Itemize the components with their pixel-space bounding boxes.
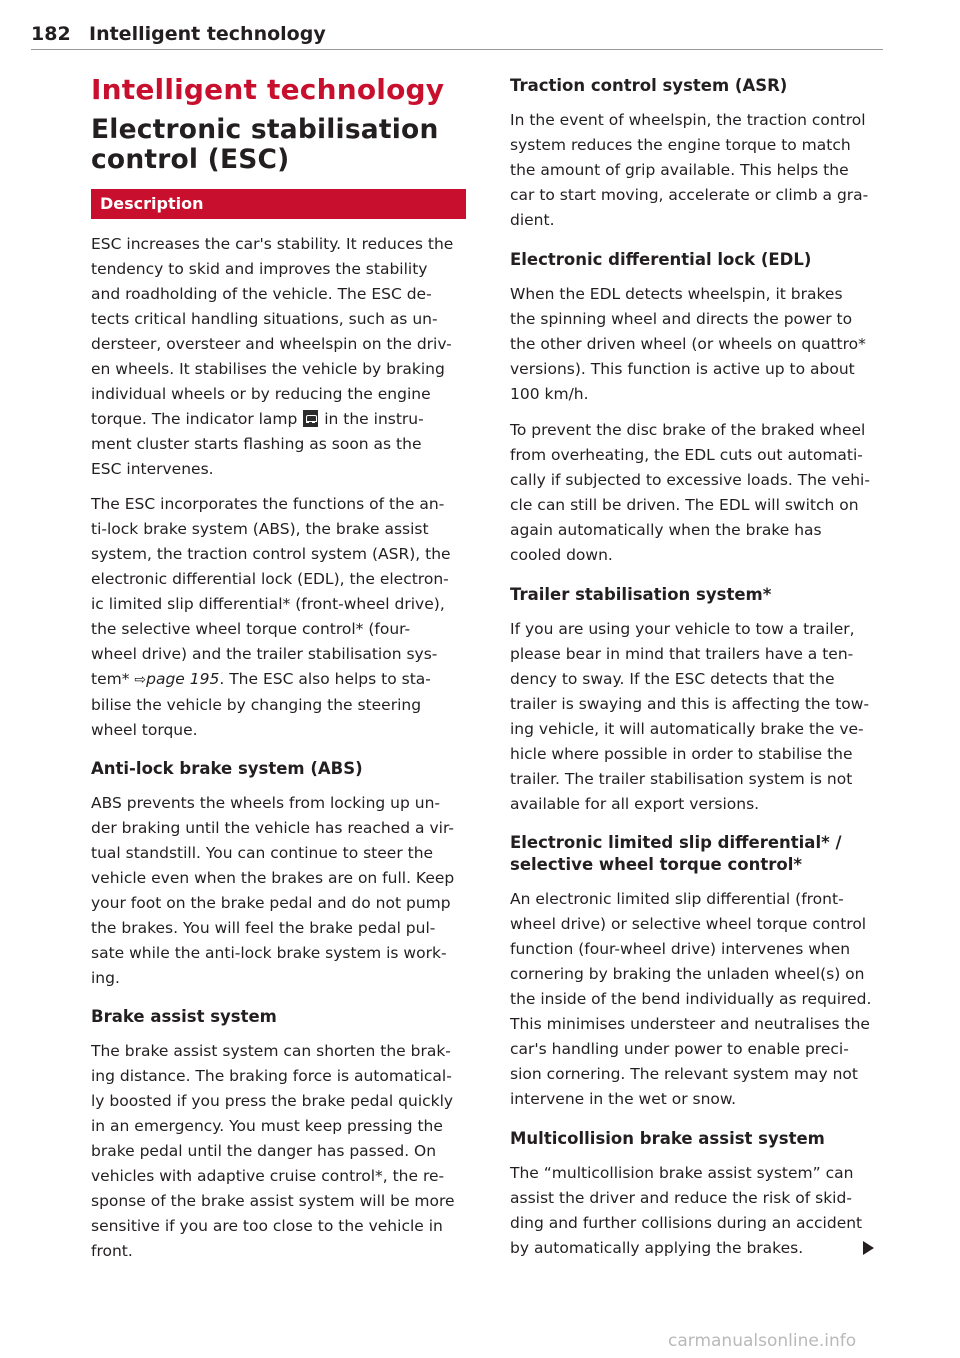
text-line: The ESC incorporates the functions of the an- bbox=[91, 495, 445, 513]
text-line bbox=[91, 667, 451, 693]
text-line: ing. bbox=[91, 969, 120, 987]
text-line: en wheels. It stabilises the vehicle by braking bbox=[91, 360, 445, 378]
text-line: the amount of grip available. This helps the bbox=[510, 161, 849, 179]
text-line: The “multicollision brake assist system” can bbox=[510, 1164, 854, 1182]
text-line: car's handling under power to enable preci- bbox=[510, 1040, 849, 1058]
text-line: front. bbox=[91, 1242, 133, 1260]
text-line: available for all export versions. bbox=[510, 795, 760, 813]
asr-paragraph bbox=[510, 108, 868, 233]
text-line bbox=[91, 407, 453, 432]
text-line: from overheating, the EDL cuts out automati- bbox=[510, 446, 863, 464]
running-header-title: Intelligent technology bbox=[89, 23, 326, 45]
heading-line: selective wheel torque control* bbox=[510, 855, 803, 874]
page-number: 182 bbox=[31, 23, 71, 45]
text-line: sponse of the brake assist system will be more bbox=[91, 1192, 455, 1210]
asr-heading: Traction control system (ASR) bbox=[510, 76, 788, 95]
text-line: the spinning wheel and directs the power to bbox=[510, 310, 853, 328]
text-fragment: in the instru- bbox=[319, 410, 424, 428]
text-line: and roadholding of the vehicle. The ESC de- bbox=[91, 285, 432, 303]
text-line: wheel torque. bbox=[91, 721, 198, 739]
text-fragment: . The ESC also helps to sta- bbox=[219, 670, 431, 688]
trailer-stabilisation-heading: Trailer stabilisation system* bbox=[510, 585, 772, 604]
text-line: To prevent the disc brake of the braked wheel bbox=[510, 421, 866, 439]
trailer-stabilisation-paragraph bbox=[510, 617, 869, 817]
text-line: ding and further collisions during an accident bbox=[510, 1214, 863, 1232]
text-line: hicle where possible in order to stabilise the bbox=[510, 745, 853, 763]
edl-paragraph-2 bbox=[510, 418, 870, 568]
text-line: sion cornering. The relevant system may not bbox=[510, 1065, 858, 1083]
text-fragment: torque. The indicator lamp bbox=[91, 410, 303, 428]
text-line: electronic differential lock (EDL), the electron- bbox=[91, 570, 449, 588]
limited-slip-heading bbox=[510, 832, 842, 876]
text-fragment: tem* bbox=[91, 670, 135, 688]
multicollision-paragraph bbox=[510, 1161, 862, 1261]
text-line: ment cluster starts flashing as soon as the bbox=[91, 435, 422, 453]
esc-intro-paragraph bbox=[91, 232, 453, 482]
text-line: If you are using your vehicle to tow a trailer, bbox=[510, 620, 855, 638]
page-reference-link[interactable]: page 195 bbox=[146, 670, 220, 688]
text-line: intervene in the wet or snow. bbox=[510, 1090, 737, 1108]
text-line: wheel drive) and the trailer stabilisation sys- bbox=[91, 645, 438, 663]
text-line: ing distance. The braking force is automatical- bbox=[91, 1067, 452, 1085]
text-line: trailer. The trailer stabilisation system is not bbox=[510, 770, 853, 788]
text-line: sate while the anti-lock brake system is work- bbox=[91, 944, 447, 962]
text-line: tual standstill. You can continue to steer the bbox=[91, 844, 434, 862]
text-line: tects critical handling situations, such as un- bbox=[91, 310, 438, 328]
page-ref-arrow-icon: ⇨ bbox=[134, 672, 147, 688]
text-line: the inside of the bend individually as required. bbox=[510, 990, 872, 1008]
heading-line: Electronic limited slip differential* / bbox=[510, 833, 842, 852]
text-line: assist the driver and reduce the risk of skid- bbox=[510, 1189, 852, 1207]
text-line: system, the traction control system (ASR), the bbox=[91, 545, 451, 563]
text-line: the other driven wheel (or wheels on quattro* bbox=[510, 335, 866, 353]
brake-assist-heading: Brake assist system bbox=[91, 1007, 277, 1026]
text-line: dency to sway. If the ESC detects that the bbox=[510, 670, 835, 688]
text-line: ly boosted if you press the brake pedal quickly bbox=[91, 1092, 454, 1110]
text-line: by automatically applying the brakes. bbox=[510, 1239, 804, 1257]
text-line: ing vehicle, it will automatically brake the ve- bbox=[510, 720, 864, 738]
text-line: in an emergency. You must keep pressing the bbox=[91, 1117, 443, 1135]
text-line: versions). This function is active up to about bbox=[510, 360, 855, 378]
text-line: ESC increases the car's stability. It reduces the bbox=[91, 235, 454, 253]
text-line: When the EDL detects wheelspin, it brakes bbox=[510, 285, 843, 303]
esc-functions-paragraph bbox=[91, 492, 451, 743]
header-divider bbox=[31, 49, 883, 50]
text-line: again automatically when the brake has bbox=[510, 521, 822, 539]
text-line: trailer is swaying and this is affecting the tow- bbox=[510, 695, 870, 713]
abs-heading: Anti-lock brake system (ABS) bbox=[91, 759, 363, 778]
text-line: The brake assist system can shorten the brak- bbox=[91, 1042, 451, 1060]
text-line: ic limited slip differential* (front-wheel drive), bbox=[91, 595, 445, 613]
edl-heading: Electronic differential lock (EDL) bbox=[510, 250, 812, 269]
text-line: tendency to skid and improves the stability bbox=[91, 260, 428, 278]
chapter-title-line1: Electronic stabilisation bbox=[91, 114, 439, 145]
text-line: ABS prevents the wheels from locking up un- bbox=[91, 794, 441, 812]
watermark: carmanualsonline.info bbox=[668, 1331, 857, 1351]
page-header bbox=[31, 22, 883, 52]
brake-assist-paragraph bbox=[91, 1039, 455, 1264]
text-line: dient. bbox=[510, 211, 555, 229]
chapter-title-line2: control (ESC) bbox=[91, 144, 290, 175]
text-line: individual wheels or by reducing the engine bbox=[91, 385, 431, 403]
text-line: cally if subjected to excessive loads. The vehi- bbox=[510, 471, 870, 489]
esc-warning-lamp-icon bbox=[303, 410, 318, 427]
text-line: bilise the vehicle by changing the steering bbox=[91, 696, 422, 714]
text-line: This minimises understeer and neutralises the bbox=[510, 1015, 870, 1033]
section-title: Intelligent technology bbox=[91, 73, 445, 106]
text-line: vehicle even when the brakes are on full. Keep bbox=[91, 869, 455, 887]
text-line: In the event of wheelspin, the traction control bbox=[510, 111, 866, 129]
description-label: Description bbox=[100, 194, 204, 213]
text-line: car to start moving, accelerate or climb a gra- bbox=[510, 186, 869, 204]
multicollision-heading: Multicollision brake assist system bbox=[510, 1129, 825, 1148]
limited-slip-paragraph bbox=[510, 887, 871, 1112]
text-line: system reduces the engine torque to match bbox=[510, 136, 851, 154]
text-line: vehicles with adaptive cruise control*, the re- bbox=[91, 1167, 445, 1185]
text-line: cle can still be driven. The EDL will switch on bbox=[510, 496, 859, 514]
text-line: ESC intervenes. bbox=[91, 460, 214, 478]
text-line: cooled down. bbox=[510, 546, 613, 564]
edl-paragraph-1 bbox=[510, 282, 866, 407]
text-line: An electronic limited slip differential (front- bbox=[510, 890, 844, 908]
text-line: the selective wheel torque control* (four- bbox=[91, 620, 411, 638]
text-line: the brakes. You will feel the brake pedal pul- bbox=[91, 919, 436, 937]
text-line: please bear in mind that trailers have a ten- bbox=[510, 645, 854, 663]
text-line: your foot on the brake pedal and do not pump bbox=[91, 894, 451, 912]
continue-arrow-icon[interactable] bbox=[863, 1241, 874, 1255]
text-line: dersteer, oversteer and wheelspin on the driv- bbox=[91, 335, 452, 353]
text-line: 100 km/h. bbox=[510, 385, 589, 403]
abs-paragraph bbox=[91, 791, 454, 991]
description-banner bbox=[91, 189, 466, 219]
text-line: brake pedal until the danger has passed. On bbox=[91, 1142, 437, 1160]
text-line: cornering by braking the unladen wheel(s) on bbox=[510, 965, 865, 983]
chapter-title bbox=[91, 115, 466, 175]
text-line: sensitive if you are too close to the vehicle in bbox=[91, 1217, 443, 1235]
text-line: ti-lock brake system (ABS), the brake assist bbox=[91, 520, 429, 538]
text-line: function (four-wheel drive) intervenes when bbox=[510, 940, 851, 958]
text-line: wheel drive) or selective wheel torque control bbox=[510, 915, 867, 933]
text-line: der braking until the vehicle has reached a vir- bbox=[91, 819, 454, 837]
